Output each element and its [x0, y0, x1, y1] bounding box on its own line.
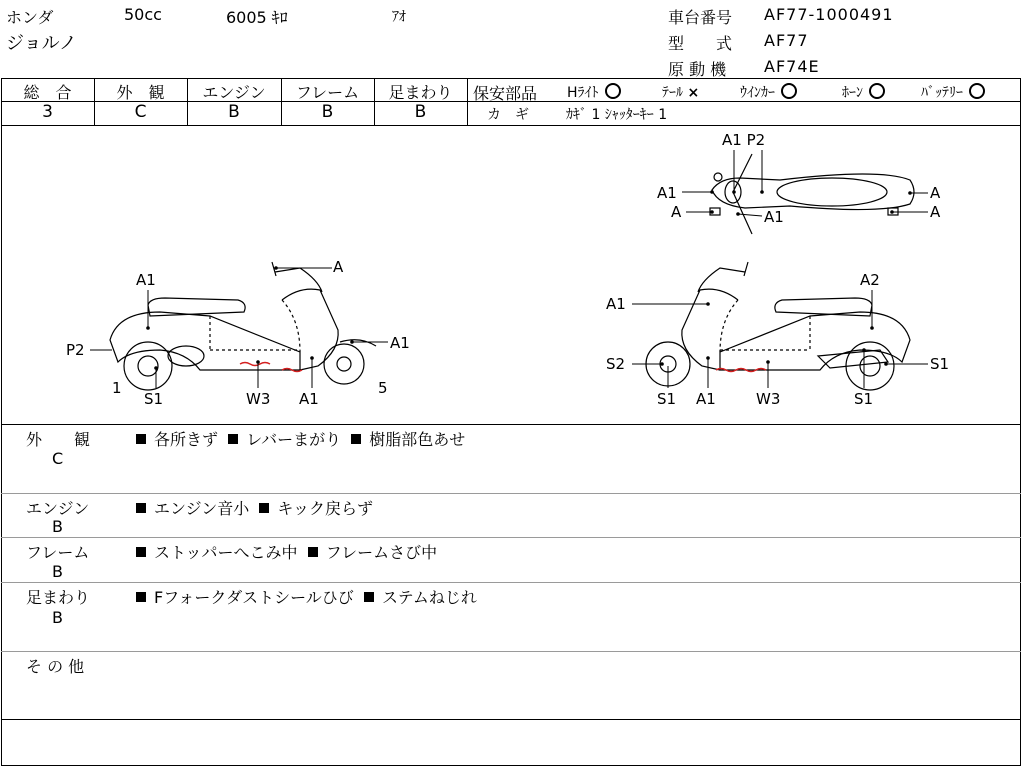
- remark-item: ストッパーへこみ中: [154, 543, 298, 562]
- safety-label: 保安部品: [473, 84, 538, 103]
- top-label-a-left: A: [671, 203, 682, 221]
- grade-header-suspension: 足まわり: [388, 83, 453, 102]
- right-label-s1-rear: S1: [854, 390, 874, 408]
- leader-dots: [146, 190, 912, 370]
- scooter-top-view: [710, 154, 914, 234]
- bullet-icon: [136, 547, 146, 557]
- remark-category-engine: エンジン: [26, 499, 90, 518]
- remark-items-exterior: [136, 427, 465, 450]
- remark-item: ステムねじれ: [381, 588, 477, 607]
- grade-value-overall: 3: [42, 102, 53, 122]
- top-label-a-right-lower: A: [930, 203, 941, 221]
- bullet-icon: [136, 503, 146, 513]
- grade-value-engine: B: [228, 102, 240, 122]
- top-label-a1-p2: A1 P2: [722, 131, 766, 149]
- color: ｱｵ: [392, 9, 406, 25]
- left-label-a1-floor: A1: [299, 390, 319, 408]
- safety-item-name: ﾃｰﾙ: [662, 85, 683, 101]
- type-label: 型 式: [668, 34, 733, 53]
- safety-item-name: ﾎｰﾝ: [842, 85, 863, 101]
- safety-item-name: ﾊﾞｯﾃﾘｰ: [921, 85, 963, 101]
- damage-marks: [240, 363, 766, 372]
- right-label-s1-wheel: S1: [657, 390, 677, 408]
- remark-grade-frame: B: [52, 562, 63, 581]
- remark-items-engine: [136, 496, 373, 519]
- bullet-icon: [136, 434, 146, 444]
- frame-no: AF77-1000491: [764, 5, 894, 24]
- frame-no-label: 車台番号: [668, 8, 733, 27]
- key-label: カ ギ: [487, 107, 529, 123]
- grade-header-overall: 総 合: [23, 83, 72, 102]
- grade-value-exterior: C: [134, 102, 147, 122]
- right-label-a1-shield: A1: [606, 295, 626, 313]
- leader-lines: [90, 150, 928, 388]
- safety-item-name: ｳｲﾝｶｰ: [740, 85, 775, 101]
- left-label-a1-seat: A1: [136, 271, 156, 289]
- ng-cross-icon: ×: [687, 85, 700, 101]
- remark-item: フレームさび中: [325, 543, 438, 562]
- left-label-a-handle: A: [333, 258, 344, 276]
- engine-value: AF74E: [764, 57, 820, 76]
- remark-category-other: そ の 他: [26, 657, 85, 676]
- maker: ホンダ: [6, 8, 54, 27]
- bullet-icon: [136, 592, 146, 602]
- left-label-a1-front: A1: [390, 334, 410, 352]
- bullet-icon: [259, 503, 269, 513]
- remark-items-suspension: [136, 585, 477, 608]
- remark-category-exterior: 外 観: [26, 430, 91, 449]
- remark-item: キック戻らず: [277, 499, 374, 518]
- remark-item: 各所きず: [154, 430, 219, 449]
- remark-grade-engine: B: [52, 517, 63, 536]
- remark-category-suspension: 足まわり: [26, 588, 91, 607]
- top-label-a-right-upper: A: [930, 184, 941, 202]
- remark-items-frame: [136, 540, 437, 563]
- right-label-w3: W3: [756, 390, 781, 408]
- remark-item: Fフォークダストシールひび: [154, 588, 354, 607]
- key-value: ｶｷﾞ 1 ｼｬｯﾀｰｷｰ 1: [566, 107, 668, 123]
- right-label-a1-floor: A1: [696, 390, 716, 408]
- left-label-p2: P2: [66, 341, 85, 359]
- grade-value-suspension: B: [414, 102, 427, 122]
- right-label-s2: S2: [606, 355, 626, 373]
- model-name: ジョルノ: [6, 33, 77, 54]
- right-label-a2: A2: [860, 271, 880, 289]
- bullet-icon: [308, 547, 318, 557]
- bullet-icon: [351, 434, 361, 444]
- grade-header-exterior: 外 観: [116, 83, 165, 102]
- safety-item-name: Hﾗｲﾄ: [567, 85, 599, 101]
- grade-value-frame: B: [321, 102, 334, 122]
- remark-category-frame: フレーム: [26, 543, 90, 562]
- top-label-a1-left: A1: [657, 184, 677, 202]
- displacement: 50cc: [124, 5, 162, 24]
- remark-grade-suspension: B: [52, 608, 63, 627]
- top-label-a1-bottom: A1: [764, 208, 784, 226]
- bullet-icon: [364, 592, 374, 602]
- left-label-s1: S1: [144, 390, 164, 408]
- left-label-5: 5: [378, 379, 388, 397]
- remark-grade-exterior: C: [52, 449, 64, 468]
- engine-label: 原 動 機: [668, 60, 727, 79]
- remark-item: エンジン音小: [154, 499, 250, 518]
- remark-item: 樹脂部色あせ: [369, 430, 466, 449]
- right-label-s1-right: S1: [930, 355, 950, 373]
- type-value: AF77: [764, 31, 809, 50]
- bullet-icon: [228, 434, 238, 444]
- mileage: 6005 ｷﾛ: [226, 8, 288, 27]
- grade-header-frame: フレーム: [295, 83, 360, 102]
- left-label-w3: W3: [246, 390, 271, 408]
- remark-item: レバーまがり: [246, 430, 342, 449]
- grade-header-engine: エンジン: [202, 83, 266, 102]
- left-label-1: 1: [112, 379, 122, 397]
